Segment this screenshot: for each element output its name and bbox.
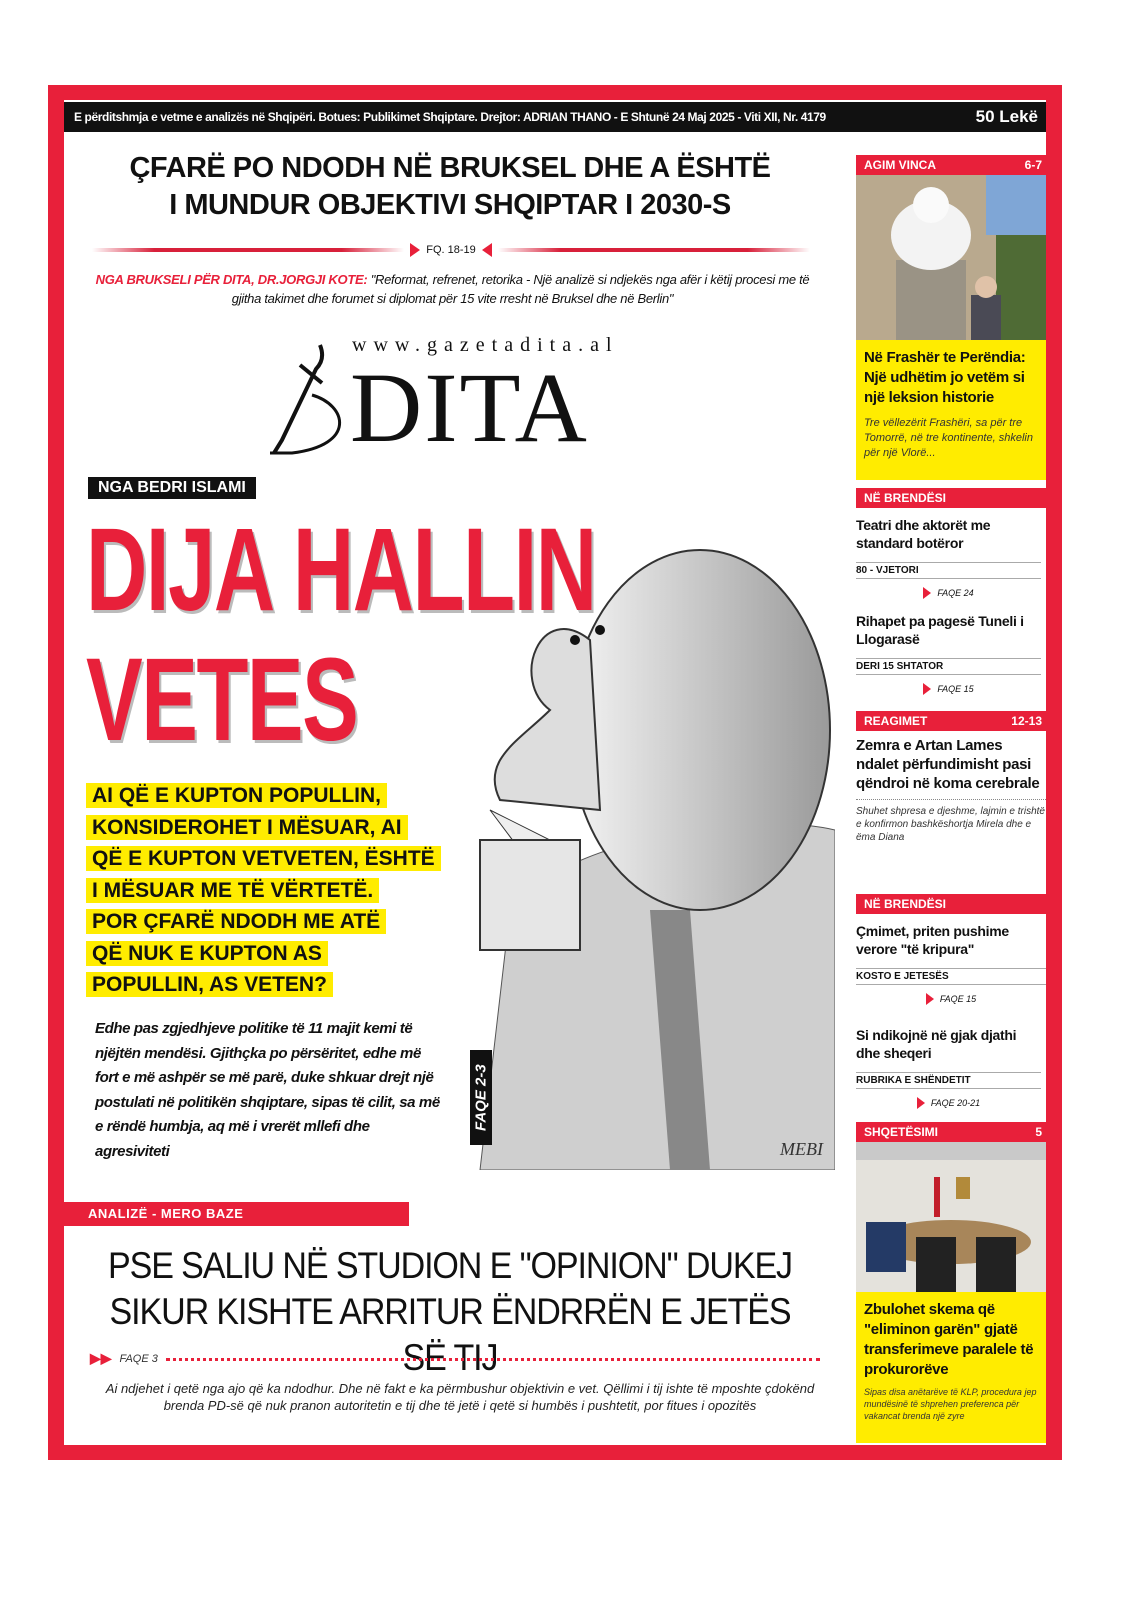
item-page: FAQE 20-21 xyxy=(930,1098,981,1108)
section-label: SHQETËSIMI xyxy=(864,1125,939,1139)
main-lead: Edhe pas zgjedhjeve politike të 11 majit kemi të njëjtën mendësi. Gjithçka po përsëritet, edhe më fort e më ashpër se më parë, duke shkuar drejt një postulati në politikën shqiptare, sipas të cilit, sa më e rëndë humbja, aq më i vrerët mllefi dhe agresiviteti xyxy=(95,1020,440,1160)
article-desc: Shuhet shpresa e djeshme, lajmin e trishtë e konfirmon bashkëshortja Mirela dhe e ëma Diana xyxy=(856,799,1046,844)
quote-line: AI QË E KUPTON POPULLIN, xyxy=(86,783,387,808)
quote-line: QË NUK E KUPTON AS xyxy=(86,941,328,966)
item-page: FAQE 15 xyxy=(937,684,974,694)
section-shqetesimi xyxy=(856,1122,1046,1142)
agim-vinca-article[interactable] xyxy=(856,340,1046,480)
section-pages: 6-7 xyxy=(1024,158,1042,172)
meeting-photo xyxy=(856,1142,1046,1292)
top-story-subtitle xyxy=(95,270,810,308)
item-title: Rihapet pa pagesë Tuneli i Llogarasë xyxy=(856,613,1024,647)
item-title: Si ndikojnë në gjak djathi dhe sheqeri xyxy=(856,1027,1017,1061)
arrow-right-icon xyxy=(917,1097,925,1109)
article-desc: Tre vëllezërit Frashëri, sa për tre Tomorrë, në tre kontinente, shkelin për një Vlorë... xyxy=(864,417,1033,459)
top-page-ref xyxy=(92,241,810,259)
analysis-headline-line: SIKUR KISHTE ARRITUR ËNDRRËN E JETËS SË TIJ xyxy=(109,1291,791,1378)
section-pages: 12-13 xyxy=(1011,714,1042,728)
analysis-page-ref xyxy=(90,1350,820,1367)
quote-line: POR ÇFARË NDODH ME ATË xyxy=(86,909,386,934)
analysis-headline-line: PSE SALIU NË STUDION E "OPINION" DUKEJ xyxy=(108,1245,792,1286)
item-title: Çmimet, priten pushime verore "të kripura" xyxy=(856,923,1009,957)
list-item[interactable] xyxy=(856,1026,1041,1109)
main-headline[interactable] xyxy=(86,505,734,765)
item-title: Teatri dhe aktorët me standard botëror xyxy=(856,517,991,551)
monument-photo xyxy=(856,175,1046,340)
analysis-text: Ai ndjehet i qetë nga ajo që ka ndodhur. Dhe në fakt e ka përmbushur objektivin e vet. Qëllimi i tij ishte të mposhte çdokënd brenda PD-së që nuk pranon autoritetin e tij dhe të jetë i qetë si humbës i pushtetit, por fitues i opozitës xyxy=(105,1381,815,1413)
arrow-right-icon xyxy=(923,683,931,695)
section-ne-brendesi xyxy=(856,488,1046,508)
page-ref: FQ. 18-19 xyxy=(426,244,476,256)
item-kicker: KOSTO E JETESËS xyxy=(856,968,1046,985)
main-page-ref: FAQE 2-3 xyxy=(470,1050,492,1145)
section-label: REAGIMET xyxy=(864,714,928,728)
quote-line: POPULLIN, AS VETEN? xyxy=(86,972,333,997)
section-label: AGIM VINCA xyxy=(864,158,936,172)
website-url[interactable]: www.gazetadita.al xyxy=(352,334,619,356)
kicker: NGA BRUKSELI PËR DITA, DR.JORGJI KOTE: xyxy=(95,272,368,287)
page-ref: FAQE 3 xyxy=(119,1352,158,1365)
item-kicker: 80 - VJETORI xyxy=(856,562,1041,579)
section-ne-brendesi-2 xyxy=(856,894,1046,914)
shqetesimi-article[interactable] xyxy=(856,1292,1046,1443)
masthead-info: E përditshmja e vetme e analizës në Shqipëri. Botues: Publikimet Shqiptare. Drejtor: ADRIAN THANO - E Shtunë 24 Maj 2025 - Viti XII, Nr. 4179 xyxy=(74,110,826,124)
list-item[interactable] xyxy=(856,516,1041,599)
highlight-quote xyxy=(86,780,466,1001)
section-reagimet xyxy=(856,711,1046,731)
arrow-left-icon xyxy=(482,243,492,257)
main-headline-line: DIJA HALLIN xyxy=(86,504,596,636)
item-kicker: RUBRIKA E SHËNDETIT xyxy=(856,1072,1041,1089)
byline: NGA BEDRI ISLAMI xyxy=(88,477,256,499)
subtitle-text: "Reformat, refrenet, retorika - Një analizë si ndjekës nga afër i këtij procesi me të gjitha takimet dhe forumet si diplomat për 15 vite rresht në Bruksel dhe në Berlin" xyxy=(231,272,810,306)
divider xyxy=(92,248,404,252)
arrow-right-icon xyxy=(923,587,931,599)
article-title: Në Frashër te Perëndia: Një udhëtim jo vetëm si një leksion historie xyxy=(864,349,1026,406)
masthead-bar xyxy=(64,102,1046,132)
arrow-right-icon xyxy=(410,243,420,257)
top-headline-line: I MUNDUR OBJEKTIVI SHQIPTAR I 2030-S xyxy=(169,189,731,221)
list-item[interactable] xyxy=(856,612,1041,695)
article-title: Zbulohet skema që "eliminon garën" gjatë transferimeve paralele të prokurorëve xyxy=(864,1301,1034,1378)
top-headline[interactable] xyxy=(90,150,810,224)
section-label: NË BRENDËSI xyxy=(864,491,947,505)
price: 50 Lekë xyxy=(975,107,1038,126)
article-title: Zemra e Artan Lames ndalet përfundimisht pasi qëndroi në koma cerebrale xyxy=(856,737,1040,792)
item-page: FAQE 15 xyxy=(939,994,977,1004)
section-label: NË BRENDËSI xyxy=(864,897,947,911)
cartoon-signature: MEBI xyxy=(780,1139,823,1159)
item-kicker: DERI 15 SHTATOR xyxy=(856,658,1041,675)
quote-line: KONSIDEROHET I MËSUAR, AI xyxy=(86,815,408,840)
article-desc: Sipas disa anëtarëve të KLP, procedura jep mundësinë të shprehen preferenca për vakancat brenda një zyre xyxy=(864,1387,1037,1421)
divider xyxy=(498,248,810,252)
reagimet-article[interactable] xyxy=(856,736,1046,844)
double-arrow-icon: ▶▶ xyxy=(90,1350,112,1366)
section-agim-vinca xyxy=(856,155,1046,175)
item-page: FAQE 24 xyxy=(937,588,974,598)
main-headline-line: VETES xyxy=(86,634,358,766)
dotted-divider xyxy=(166,1357,820,1361)
newspaper-logo: DITA xyxy=(350,352,589,463)
top-headline-line: ÇFARË PO NDODH NË BRUKSEL DHE A ËSHTË xyxy=(129,152,771,184)
section-pages: 5 xyxy=(1035,1125,1042,1139)
quote-line: I MËSUAR ME TË VËRTETË. xyxy=(86,878,379,903)
analysis-label: ANALIZË - MERO BAZE xyxy=(64,1202,409,1226)
arrow-right-icon xyxy=(926,993,934,1005)
list-item[interactable] xyxy=(856,922,1046,1005)
quote-line: QË E KUPTON VETVETEN, ËSHTË xyxy=(86,846,441,871)
